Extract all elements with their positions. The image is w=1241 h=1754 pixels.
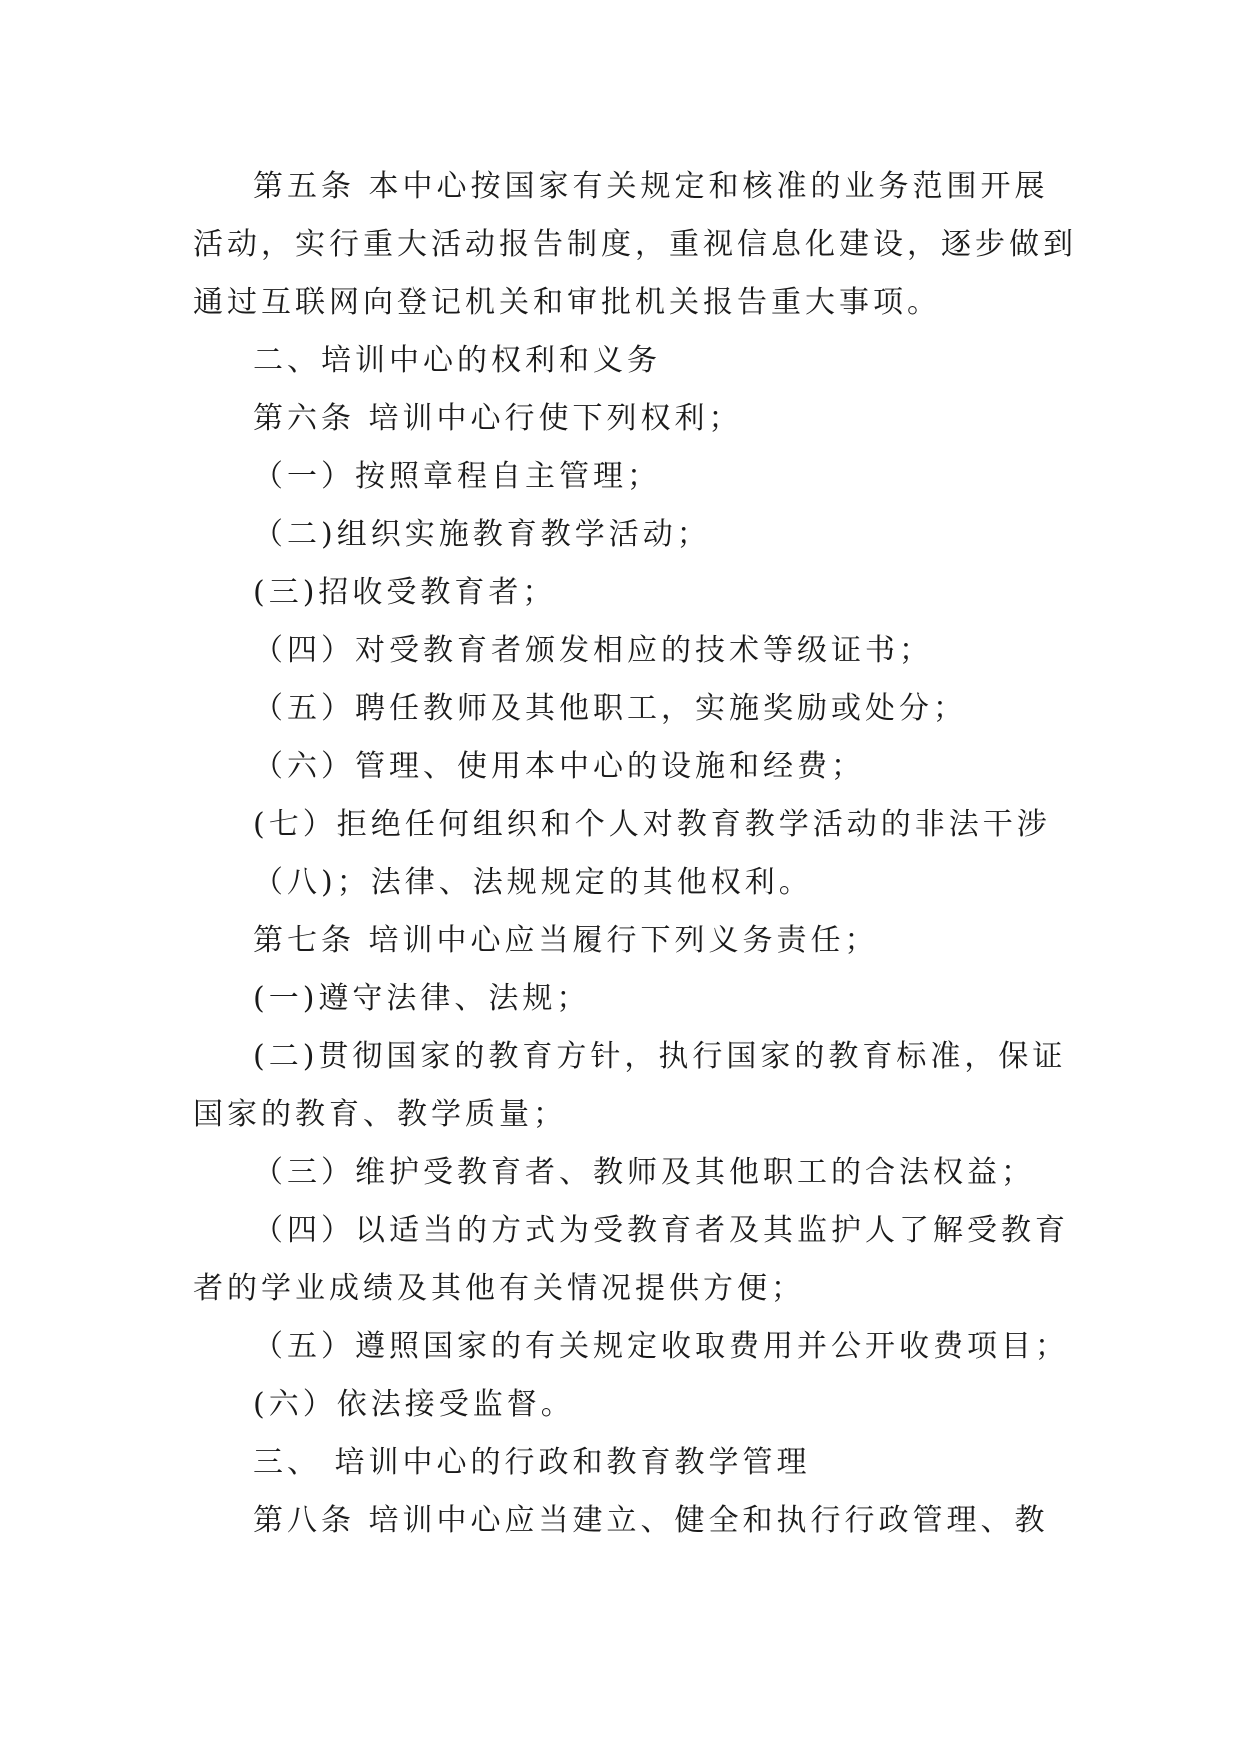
article-5-line-3: 通过互联网向登记机关和审批机关报告重大事项。 (193, 285, 941, 320)
section-3-heading: 三、 培训中心的行政和教育教学管理 (253, 1445, 811, 1480)
article-7-heading: 第七条 培训中心应当履行下列义务责任； (253, 923, 879, 958)
article-6-heading: 第六条 培训中心行使下列权利； (253, 401, 743, 436)
article-7-item-5: （五）遵照国家的有关规定收取费用并公开收费项目； (253, 1329, 1069, 1364)
article-7-item-1: (一)遵守法律、法规； (253, 981, 591, 1016)
article-6-item-5: （五）聘任教师及其他职工，实施奖励或处分； (253, 691, 967, 726)
article-5-line-2: 活动，实行重大活动报告制度，重视信息化建设，逐步做到 (193, 227, 1077, 262)
section-2-heading: 二、培训中心的权利和义务 (253, 343, 661, 378)
article-6-item-6: （六）管理、使用本中心的设施和经费； (253, 749, 865, 784)
article-6-item-3: (三)招收受教育者； (253, 575, 557, 610)
article-7-item-2-line-1: (二)贯彻国家的教育方针，执行国家的教育标准，保证 (253, 1039, 1067, 1074)
article-7-item-4-line-2: 者的学业成绩及其他有关情况提供方便； (193, 1271, 805, 1306)
article-7-item-6: (六）依法接受监督。 (253, 1387, 575, 1422)
article-7-item-2-line-2: 国家的教育、教学质量； (193, 1097, 567, 1132)
article-6-item-2: （二)组织实施教育教学活动； (253, 517, 711, 552)
document-body (193, 158, 1077, 1550)
article-5-line-1: 第五条 本中心按国家有关规定和核准的业务范围开展 (253, 169, 1049, 204)
article-7-item-3: （三）维护受教育者、教师及其他职工的合法权益； (253, 1155, 1035, 1190)
article-8-line-1: 第八条 培训中心应当建立、健全和执行行政管理、教 (253, 1503, 1049, 1538)
article-6-item-4: （四）对受教育者颁发相应的技术等级证书； (253, 633, 933, 668)
article-6-item-1: （一）按照章程自主管理； (253, 459, 661, 494)
article-7-item-4-line-1: （四）以适当的方式为受教育者及其监护人了解受教育 (253, 1213, 1069, 1248)
article-6-item-7: (七）拒绝任何组织和个人对教育教学活动的非法干涉 (253, 807, 1051, 842)
article-6-item-8: （八)；法律、法规规定的其他权利。 (253, 865, 813, 900)
